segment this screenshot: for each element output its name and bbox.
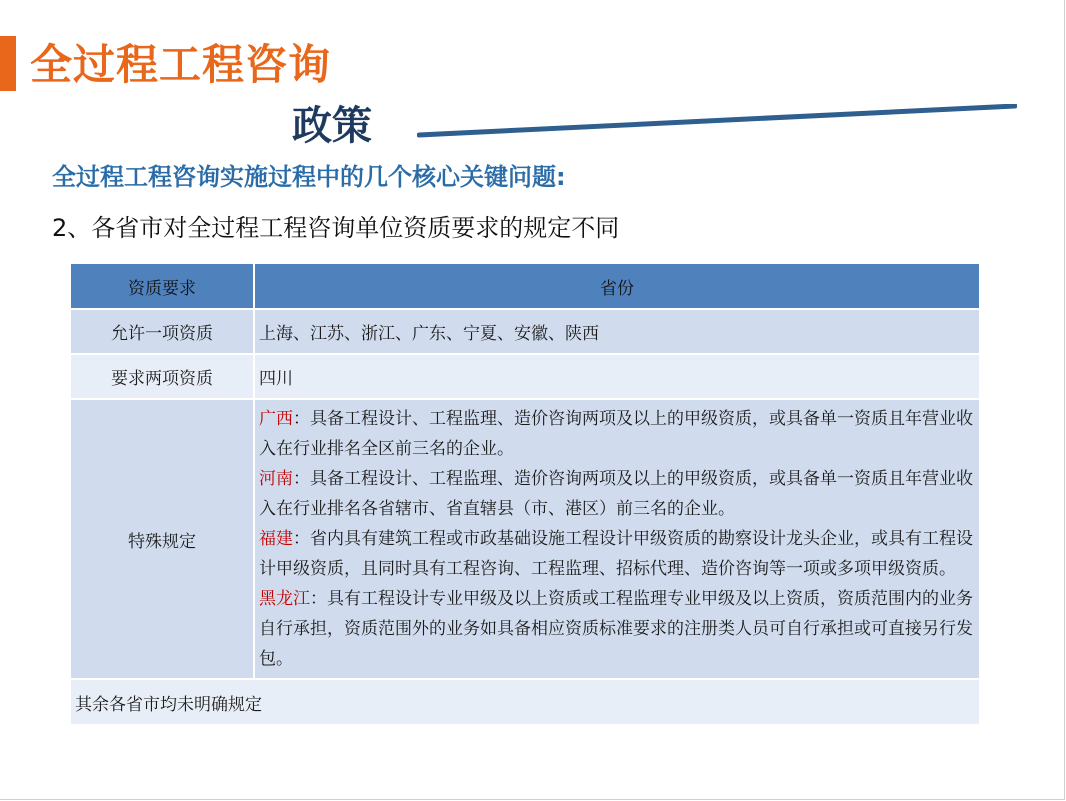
decorative-line [417, 104, 1017, 140]
table-header-row [71, 264, 980, 309]
special-rules-cell [254, 399, 980, 679]
special-rules-row [71, 399, 980, 679]
rule-text: ：具备工程设计、工程监理、造价咨询两项及以上的甲级资质，或具备单一资质且年营业收入在行业排名全区前三名的企业。 [259, 409, 973, 459]
rule-henan [259, 464, 975, 524]
province-cell: 上海、江苏、浙江、广东、宁夏、安徽、陕西 [254, 309, 980, 354]
requirement-cell: 特殊规定 [71, 399, 254, 679]
section-heading: 全过程工程咨询实施过程中的几个核心关键问题: [52, 163, 566, 191]
province-name: 河南 [259, 469, 293, 489]
province-name: 福建 [259, 529, 293, 549]
table-row [71, 354, 980, 399]
point-text: 2、各省市对全过程工程咨询单位资质要求的规定不同 [52, 214, 620, 242]
rule-text: ：具有工程设计专业甲级及以上资质或工程监理专业甲级及以上资质，资质范围内的业务自行承担，资质范围外的业务如具备相应资质标准要求的注册类人员可自行承担或可直接另行发包。 [259, 589, 973, 669]
slide-title: 全过程工程咨询 [30, 40, 332, 89]
table-row [71, 309, 980, 354]
province-cell: 四川 [254, 354, 980, 399]
rule-text: ：具备工程设计、工程监理、造价咨询两项及以上的甲级资质，或具备单一资质且年营业收入在行业排名各省辖市、省直辖县（市、港区）前三名的企业。 [259, 469, 973, 519]
title-accent-bar [0, 36, 16, 91]
rule-heilongjiang [259, 584, 975, 674]
header-province: 省份 [254, 264, 980, 309]
rule-fujian [259, 524, 975, 584]
province-name: 广西 [259, 409, 293, 429]
footer-row [71, 679, 980, 725]
header-requirement: 资质要求 [71, 264, 254, 309]
rule-text: ：省内具有建筑工程或市政基础设施工程设计甲级资质的勘察设计龙头企业，或具有工程设计甲级资质，且同时具有工程咨询、工程监理、招标代理、造价咨询等一项或多项甲级资质。 [259, 529, 973, 579]
requirement-cell: 允许一项资质 [71, 309, 254, 354]
slide-subtitle: 政策 [292, 103, 372, 149]
province-name: 黑龙江 [259, 589, 310, 609]
rule-guangxi [259, 404, 975, 464]
footer-note: 其余各省市均未明确规定 [71, 679, 980, 725]
qualification-table [71, 264, 981, 726]
requirement-cell: 要求两项资质 [71, 354, 254, 399]
